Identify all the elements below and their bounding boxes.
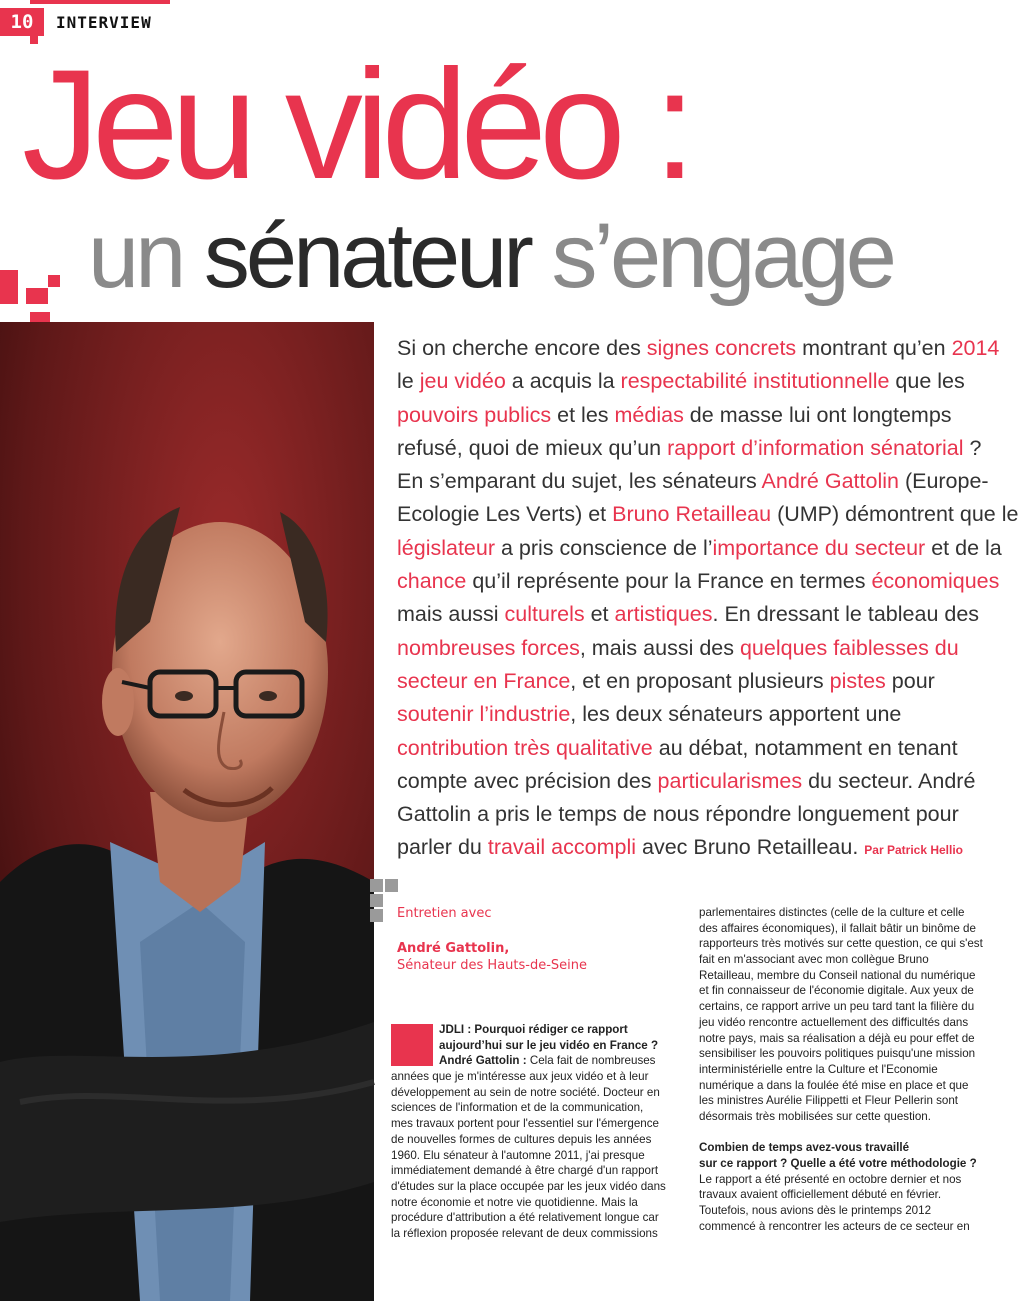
body-column-1 xyxy=(391,1022,681,1242)
pixel-decoration xyxy=(370,909,383,922)
body-line: Le rapport a été présenté en octobre dernier et nos xyxy=(699,1172,962,1186)
lead-text: a pris conscience de l’ xyxy=(495,535,713,560)
lead-text: et de la xyxy=(925,535,1002,560)
headline-word-sengage: s’engage xyxy=(551,205,893,307)
lead-highlight: pouvoirs publics xyxy=(397,402,552,427)
page-number: 10 xyxy=(0,8,44,36)
lead-line xyxy=(397,698,969,731)
lead-highlight: médias xyxy=(614,402,684,427)
lead-text: montrant qu’en xyxy=(796,336,952,360)
lead-highlight: législateur xyxy=(397,535,495,560)
lead-text: compte avec précision des xyxy=(397,768,658,793)
lead-text: que les xyxy=(889,369,965,394)
pixel-decoration xyxy=(26,288,48,304)
pixel-decoration xyxy=(370,879,383,892)
pixel-decoration xyxy=(30,0,170,4)
pixel-decoration xyxy=(385,879,398,892)
lead-highlight: rapport d’information sénatorial xyxy=(667,435,964,460)
interview-intro: Entretien avec xyxy=(397,906,492,921)
lead-text: . En dressant le tableau des xyxy=(712,602,980,627)
lead-text: , mais aussi des xyxy=(579,635,740,660)
body-line: travaux avaient officiellement débuté en février. xyxy=(699,1188,942,1202)
interviewee-name: André Gattolin, xyxy=(397,941,510,956)
lead-text: refusé, quoi de mieux qu’un xyxy=(397,435,668,460)
lead-highlight: respectabilité institutionnelle xyxy=(620,369,890,394)
lead-text: du secteur. André xyxy=(802,768,976,793)
lead-text: (Europe- xyxy=(898,469,989,494)
lead-text: mais aussi xyxy=(397,602,505,627)
body-line: numérique a dans la foulée été mise en place et que xyxy=(699,1078,969,1092)
question-2: Combien de temps avez-vous travaillé xyxy=(699,1141,910,1155)
lead-highlight: soutenir l’industrie xyxy=(397,702,571,727)
lead-text: En s’emparant du sujet, les sénateurs xyxy=(397,469,762,494)
question-1: JDLI : Pourquoi rédiger ce rapport xyxy=(439,1023,628,1036)
question-1-cont: aujourd’hui sur le jeu vidéo en France ? xyxy=(439,1038,659,1052)
lead-line xyxy=(397,632,969,665)
lead-line xyxy=(397,732,969,765)
lead-line xyxy=(397,598,980,631)
lead-highlight: jeu vidéo xyxy=(419,369,506,394)
lead-text: Gattolin a pris le temps de nous répondre longuement pour xyxy=(397,802,959,827)
pixel-decoration xyxy=(370,894,383,907)
body-line: procédure d'attribution a été relativement longue car xyxy=(391,1211,659,1225)
lead-text: a acquis la xyxy=(505,369,621,394)
lead-paragraph xyxy=(397,332,1018,865)
lead-line xyxy=(397,399,969,432)
lead-line xyxy=(397,798,969,831)
body-line: 1960. Elu sénateur à l'automne 2011, j'ai presque xyxy=(391,1148,645,1162)
lead-text: au débat, notamment en tenant xyxy=(652,735,958,760)
body-line: d'études sur la place occupée par les jeux vidéo dans xyxy=(391,1179,666,1193)
body-line: fait en m'associant avec mon collègue Bruno xyxy=(699,953,929,967)
body-line: la réflexion proposée relevant de deux commissions xyxy=(391,1226,658,1240)
headline-line1: Jeu vidéo : xyxy=(22,38,689,212)
body-line: les ministres Aurélie Filippetti et Fleur Pellerin sont xyxy=(699,1094,959,1108)
body-line: immédiatement demandé à être chargé d'un rapport xyxy=(391,1164,659,1178)
body-line: années que je m'intéresse aux jeux vidéo et à leur xyxy=(391,1070,649,1084)
lead-highlight: pistes xyxy=(829,668,886,693)
lead-highlight: 2014 xyxy=(951,336,1000,360)
body-line: mes travaux portent pour l'essentiel sur l'émergence xyxy=(391,1117,659,1131)
lead-line xyxy=(397,465,989,498)
lead-highlight: particularismes xyxy=(657,768,803,793)
body-line: interministérielle entre la Culture et l'Economie xyxy=(699,1062,938,1076)
body-line: notre pays, mais sa réalisation a déjà eu pour effet de xyxy=(699,1031,975,1045)
lead-highlight: signes concrets xyxy=(646,336,797,360)
lead-highlight: économiques xyxy=(871,569,1000,594)
lead-text: qu’il représente pour la France en termes xyxy=(466,569,872,594)
lead-line xyxy=(397,665,969,698)
headline-line2 xyxy=(88,206,893,306)
lead-highlight: nombreuses forces xyxy=(397,635,580,660)
body-line: sensibiliser les pouvoirs politiques puisqu'une mission xyxy=(699,1047,976,1061)
lead-highlight: travail accompli xyxy=(487,835,637,860)
lead-text: (UMP) démontrent que le xyxy=(771,502,1018,527)
body-line: de nouvelles formes de cultures depuis les années xyxy=(391,1132,652,1146)
lead-line xyxy=(397,432,982,465)
body-line: notre économie et notre vie quotidienne. Mais la xyxy=(391,1195,638,1209)
lead-text: Ecologie Les Verts) et xyxy=(397,502,613,527)
section-label: INTERVIEW xyxy=(56,13,152,32)
lead-highlight: secteur en France xyxy=(397,668,571,693)
lead-text: , les deux sénateurs apportent une xyxy=(570,702,902,727)
body-line: développement au sein de notre société. Docteur en xyxy=(391,1085,660,1099)
lead-line xyxy=(397,498,1018,531)
lead-line xyxy=(397,565,1000,598)
pixel-decoration xyxy=(48,275,60,287)
lead-text: avec Bruno Retailleau. xyxy=(636,835,865,860)
lead-text: et xyxy=(584,602,615,627)
lead-text: Si on cherche encore des xyxy=(397,336,647,360)
lead-highlight: artistiques xyxy=(614,602,713,627)
lead-text: pour xyxy=(885,668,935,693)
lead-line xyxy=(397,365,969,398)
lead-highlight: culturels xyxy=(504,602,585,627)
answer-1-speaker: André Gattolin : xyxy=(439,1054,527,1068)
lead-text: ? xyxy=(963,435,982,460)
body-line: désormais très mobilisées sur cette question. xyxy=(699,1109,931,1123)
body-line: parlementaires distinctes (celle de la culture et celle xyxy=(699,906,965,919)
lead-highlight: importance du secteur xyxy=(712,535,926,560)
lead-line xyxy=(397,831,969,864)
lead-highlight: André Gattolin xyxy=(761,469,899,494)
interviewee-box xyxy=(397,905,587,974)
headline-word-senateur: sénateur xyxy=(203,205,530,307)
senator-portrait-photo xyxy=(0,322,374,1301)
body-line: certains, ce rapport arrive un peu tard tant la filière du xyxy=(699,1000,975,1014)
lead-line xyxy=(397,765,976,798)
body-line: rapporteurs très motivés sur cette question, ce qui s'est xyxy=(699,937,983,951)
headline-word-un: un xyxy=(88,205,183,307)
interviewee-role: Sénateur des Hauts-de-Seine xyxy=(397,958,588,973)
lead-text: , et en proposant plusieurs xyxy=(570,668,830,693)
lead-highlight: Bruno Retailleau xyxy=(612,502,772,527)
lead-text: parler du xyxy=(397,835,488,860)
body-line: Toutefois, nous avions dès le printemps 2012 xyxy=(699,1204,932,1218)
body-line: sciences de l'information et de la communication, xyxy=(391,1101,644,1115)
lead-text: le xyxy=(397,369,420,394)
lead-line xyxy=(397,532,1002,565)
lead-text: de masse lui ont longtemps xyxy=(683,402,952,427)
lead-highlight: quelques faiblesses du xyxy=(739,635,959,660)
body-line: commencé à rencontrer les acteurs de ce secteur en xyxy=(699,1219,970,1233)
body-line: jeu vidéo rencontre actuellement des difficultés dans xyxy=(699,1015,969,1029)
answer-1-first: Cela fait de nombreuses xyxy=(526,1054,656,1068)
body-line: des affaires économiques), il fallait bâtir un binôme de xyxy=(699,921,976,935)
lead-text: et les xyxy=(551,402,615,427)
byline: Par Patrick Hellio xyxy=(864,843,964,858)
body-column-2 xyxy=(699,905,983,1234)
portrait-illustration xyxy=(0,322,374,1301)
body-line: Retailleau, membre du Conseil national du numérique xyxy=(699,968,976,982)
lead-line xyxy=(397,332,1000,365)
lead-highlight: chance xyxy=(397,569,467,594)
body-line: et fin connaisseur de l'économie digitale. Aux yeux de xyxy=(699,984,974,998)
question-2-cont: sur ce rapport ? Quelle a été votre méthodologie ? xyxy=(699,1157,977,1170)
lead-highlight: contribution très qualitative xyxy=(397,735,653,760)
pixel-decoration xyxy=(0,270,18,304)
